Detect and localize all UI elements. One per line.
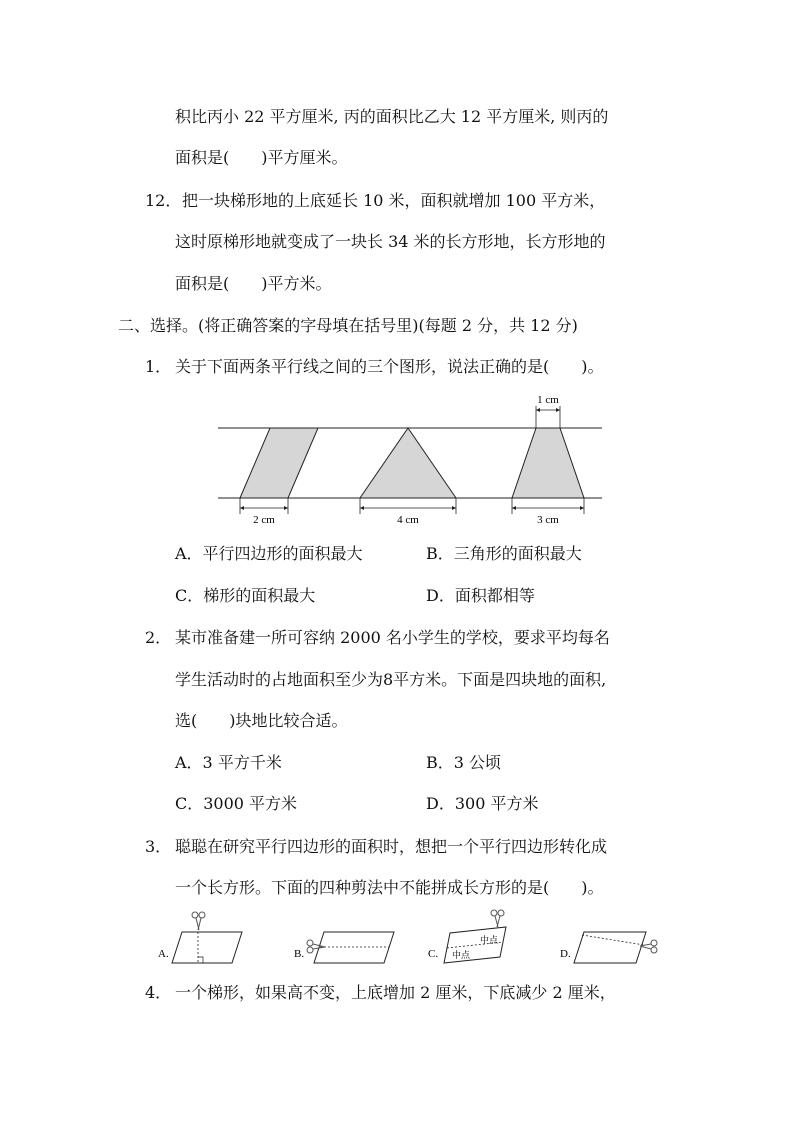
- c2-option-d: D．300 平方米: [426, 794, 539, 813]
- parallelogram-b: [314, 932, 394, 963]
- q11-line1: 积比丙小 22 平方厘米, 丙的面积比乙大 12 平方厘米, 则丙的: [175, 107, 609, 126]
- c1-number: 1．: [145, 357, 172, 376]
- c1-text: 关于下面两条平行线之间的三个图形，说法正确的是( )。: [175, 357, 604, 376]
- scissors-icon-c: [491, 910, 504, 927]
- label-1cm: 1 cm: [537, 394, 559, 406]
- c2-number: 2．: [145, 628, 172, 647]
- cut-option-b-label: B.: [294, 948, 305, 960]
- c1-option-c: C．梯形的面积最大: [175, 586, 316, 605]
- c1-option-d: D．面积都相等: [426, 586, 535, 605]
- q12-number: 12．: [145, 191, 182, 210]
- c2-option-c: C．3000 平方米: [175, 794, 298, 813]
- cut-option-c-label: C.: [428, 948, 439, 960]
- label-2cm: 2 cm: [253, 514, 275, 526]
- c2-line1: 某市准备建一所可容纳 2000 名小学生的学校，要求平均每名: [175, 628, 610, 647]
- scissors-icon-b: [307, 940, 325, 953]
- scissors-icon-a: [192, 912, 205, 930]
- c1-option-b: B．三角形的面积最大: [426, 544, 582, 563]
- parallelogram-shape: [240, 428, 318, 498]
- q11-line2: 面积是( )平方厘米。: [175, 148, 348, 167]
- c3-line1: 聪聪在研究平行四边形的面积时，想把一个平行四边形转化成: [175, 837, 608, 856]
- parallelogram-d: [574, 932, 646, 963]
- cut-option-d-label: D.: [560, 948, 571, 960]
- c2-option-b: B．3 公顷: [426, 753, 502, 772]
- c1-option-a: A．平行四边形的面积最大: [175, 544, 363, 563]
- c3-line2: 一个长方形。下面的四种剪法中不能拼成长方形的是( )。: [175, 878, 604, 897]
- c3-number: 3．: [145, 837, 172, 856]
- c4-line1: 一个梯形，如果高不变，上底增加 2 厘米，下底减少 2 厘米，: [175, 983, 616, 1002]
- q12-line3: 面积是( )平方米。: [175, 274, 332, 293]
- parallel-lines-figure: [210, 390, 610, 530]
- triangle-shape: [360, 428, 456, 498]
- c2-option-a: A．3 平方千米: [175, 753, 282, 772]
- cutting-methods-figure: [150, 905, 670, 970]
- c4-number: 4．: [145, 983, 172, 1002]
- section2-title: 二、选择。(将正确答案的字母填在括号里)(每题 2 分，共 12 分): [118, 316, 578, 335]
- q12-line2: 这时原梯形地就变成了一块长 34 米的长方形地，长方形地的: [175, 232, 606, 251]
- cut-option-a-label: A.: [158, 948, 169, 960]
- c2-line2: 学生活动时的占地面积至少为8平方米。下面是四块地的面积,: [175, 670, 607, 689]
- trapezoid-shape: [512, 428, 584, 498]
- c2-line3: 选( )块地比较合适。: [175, 711, 348, 730]
- parallelogram-a: [172, 932, 242, 963]
- midpoint-label-2: 中点: [452, 951, 471, 961]
- label-4cm: 4 cm: [397, 514, 419, 526]
- label-3cm: 3 cm: [537, 514, 559, 526]
- midpoint-label-1: 中点: [480, 936, 499, 946]
- q12-line1: 把一块梯形地的上底延长 10 米，面积就增加 100 平方米，: [182, 191, 606, 210]
